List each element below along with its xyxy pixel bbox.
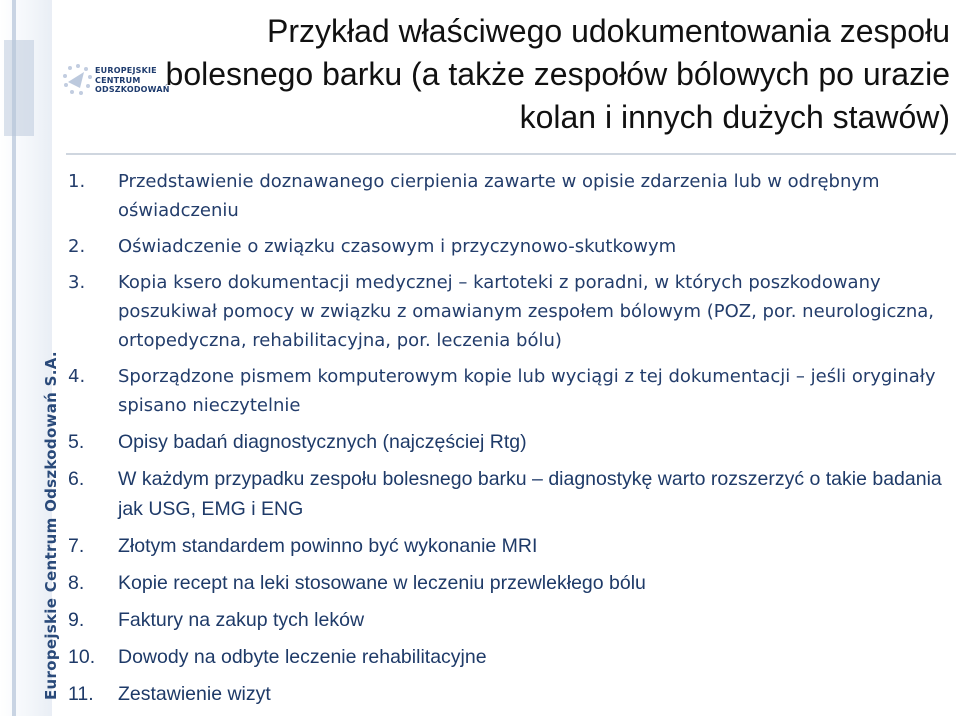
list-item bbox=[68, 362, 948, 420]
title-line-3: kolan i innych dużych stawów) bbox=[519, 99, 950, 135]
list-text: W każdym przypadku zespołu bolesnego barku – diagnostykę warto rozszerzyć o takie badania jak USG, EMG i ENG bbox=[118, 468, 942, 520]
document-list bbox=[68, 167, 948, 716]
list-number: 2. bbox=[68, 236, 86, 257]
title-line-1: Przykład właściwego udokumentowania zespołu bbox=[266, 13, 950, 49]
list-text: Sporządzone pismem komputerowym kopie lub wyciągi z tej dokumentacji – jeśli oryginały spisano nieczytelnie bbox=[118, 366, 936, 416]
list-item bbox=[68, 568, 948, 598]
list-item bbox=[68, 464, 948, 524]
list-number: 5. bbox=[68, 431, 85, 453]
list-number: 1. bbox=[68, 171, 86, 192]
list-text: Faktury na zakup tych leków bbox=[118, 609, 365, 631]
list-number: 10. bbox=[68, 646, 96, 668]
logo-stars-icon bbox=[62, 62, 94, 102]
company-name-vertical: Europejskie Centrum Odszkodowań S.A. bbox=[42, 351, 60, 700]
title-divider bbox=[66, 153, 956, 155]
list-number: 3. bbox=[68, 272, 86, 293]
logo-line-2: CENTRUM bbox=[95, 75, 141, 85]
list-number: 9. bbox=[68, 609, 85, 631]
list-item bbox=[68, 167, 948, 225]
list-text: Złotym standardem powinno być wykonanie MRI bbox=[118, 535, 538, 557]
list-text: Przedstawienie doznawanego cierpienia zawarte w opisie zdarzenia lub w odrębnym oświadczeniu bbox=[118, 171, 880, 221]
logo-line-1: EUROPEJSKIE bbox=[95, 66, 157, 75]
list-text: Dowody na odbyte leczenie rehabilitacyjne bbox=[118, 646, 487, 668]
page-title bbox=[110, 10, 950, 139]
title-line-2: bolesnego barku (a także zespołów bólowych po urazie bbox=[165, 56, 950, 92]
list-item bbox=[68, 642, 948, 672]
list-text: Zestawienie wizyt bbox=[118, 683, 271, 705]
list-number: 6. bbox=[68, 468, 85, 490]
list-text: Opisy badań diagnostycznych (najczęściej Rtg) bbox=[118, 431, 527, 453]
list-text: Kopia ksero dokumentacji medycznej – kartoteki z poradni, w których poszkodowany poszukiwał pomocy w związku z omawianym zespołem bólowym (POZ, por. neurologiczna, ortopedyczna, rehabilitacyjna, por. leczenia bólu) bbox=[118, 272, 935, 351]
list-item bbox=[68, 679, 948, 709]
list-item bbox=[68, 427, 948, 457]
logo-line-3: ODSZKODOWAŃ bbox=[95, 85, 170, 94]
list-number: 11. bbox=[68, 683, 94, 705]
list-item bbox=[68, 605, 948, 635]
list-item bbox=[68, 232, 948, 261]
list-number: 7. bbox=[68, 535, 85, 557]
list-item bbox=[68, 268, 948, 355]
logo-shadow-block bbox=[4, 40, 34, 136]
list-item bbox=[68, 531, 948, 561]
list-number: 4. bbox=[68, 366, 86, 387]
list-text: Oświadczenie o związku czasowym i przyczynowo-skutkowym bbox=[118, 236, 677, 257]
list-number: 8. bbox=[68, 572, 85, 594]
list-text: Kopie recept na leki stosowane w leczeniu przewlekłego bólu bbox=[118, 572, 646, 594]
